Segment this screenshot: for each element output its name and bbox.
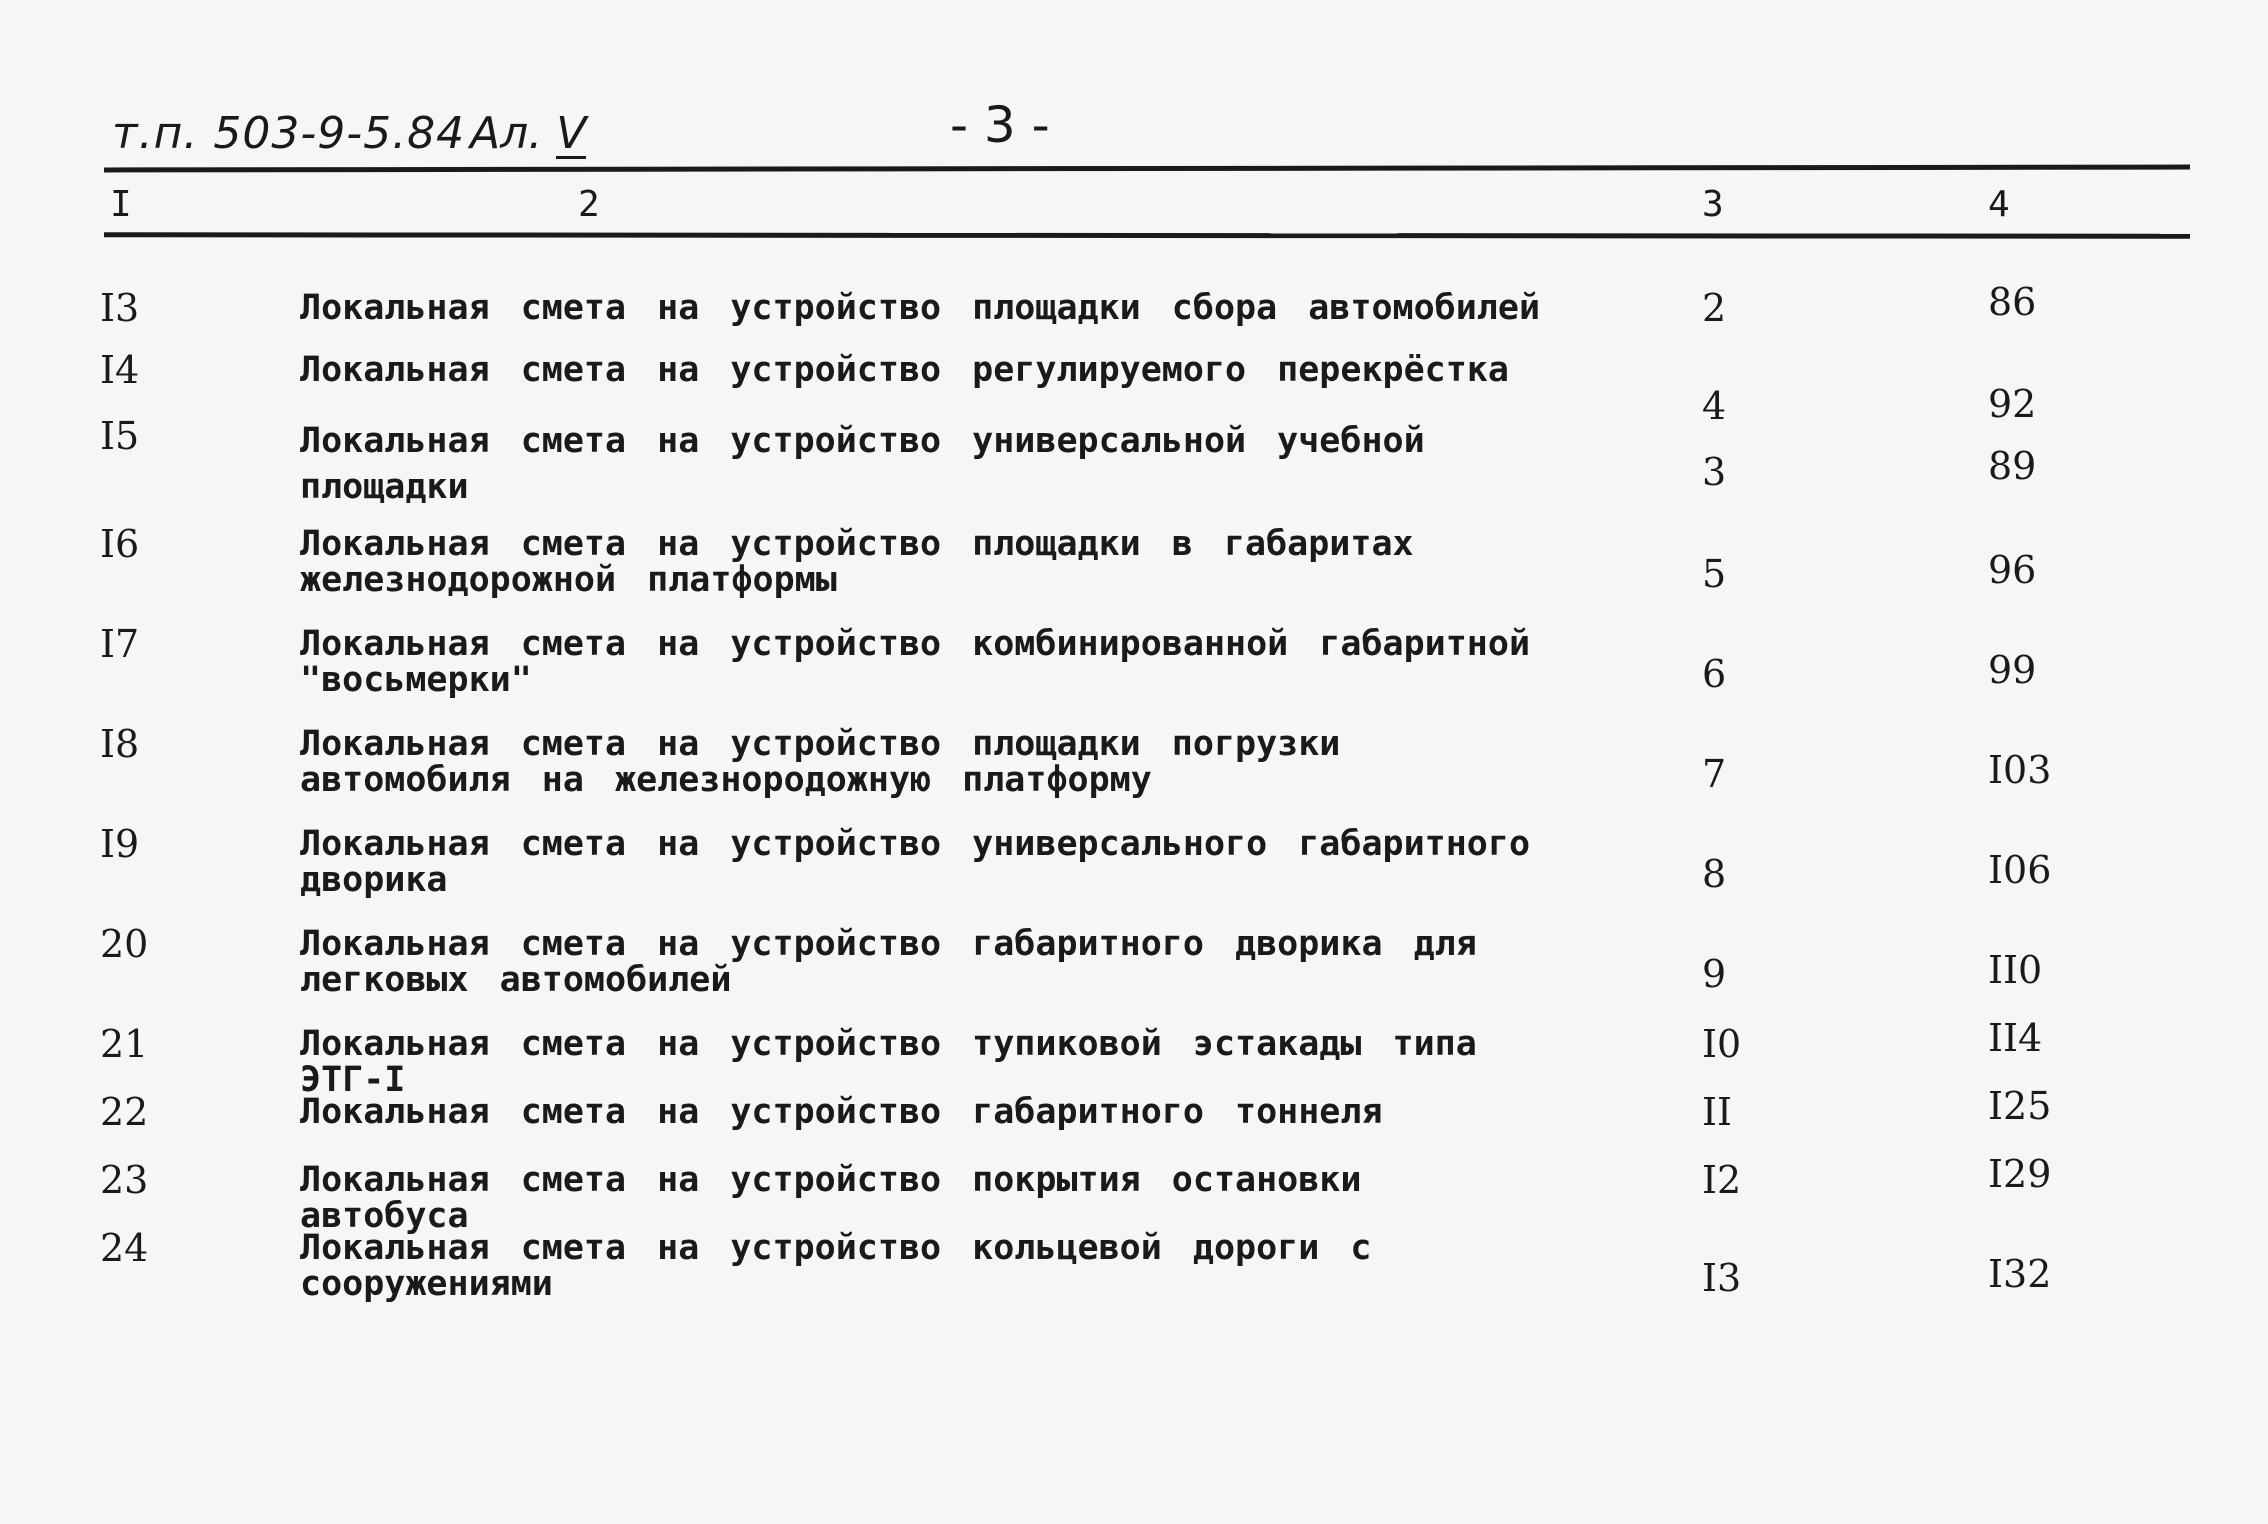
page-number: - 3 - xyxy=(950,96,1050,154)
column-header-4: 4 xyxy=(1988,184,2010,225)
row-number: I7 xyxy=(100,622,140,666)
row-title: Локальная смета на устройство комбинированной габаритной "восьмерки" xyxy=(300,624,1531,700)
column-header-1: I xyxy=(110,184,132,225)
row-col3: I0 xyxy=(1702,1022,1742,1066)
row-col4: II0 xyxy=(1988,948,2043,992)
row-col4: 86 xyxy=(1988,280,2037,324)
sheet-label xyxy=(470,108,586,159)
row-title: Локальная смета на устройство габаритного тоннеля xyxy=(300,1092,1383,1132)
row-col4: I06 xyxy=(1988,848,2052,892)
row-col3: 4 xyxy=(1702,384,1727,428)
row-title: Локальная смета на устройство площадки в габаритах железнодорожной платформы xyxy=(300,524,1414,600)
sheet-roman-numeral: V xyxy=(556,108,587,159)
table-top-rule xyxy=(104,165,2190,173)
row-col3: 9 xyxy=(1702,952,1727,996)
row-number: 24 xyxy=(100,1226,149,1270)
row-col3: 6 xyxy=(1702,652,1727,696)
table-row xyxy=(0,822,2268,902)
row-title: Локальная смета на устройство габаритного дворика для легковых автомобилей xyxy=(300,924,1477,1000)
row-number: I6 xyxy=(100,522,140,566)
row-col4: 92 xyxy=(1988,382,2037,426)
sheet-label-text: Ал. xyxy=(470,108,543,159)
row-title: Локальная смета на устройство тупиковой эстакады типа ЭТГ-I xyxy=(300,1024,1477,1100)
row-col3: I2 xyxy=(1702,1158,1742,1202)
row-number: I5 xyxy=(100,414,140,458)
row-col3: 5 xyxy=(1702,552,1727,596)
row-col4: II4 xyxy=(1988,1016,2043,1060)
table-row xyxy=(0,622,2268,702)
row-col4: I03 xyxy=(1988,748,2052,792)
row-title: Локальная смета на устройство универсальной учебной площадки xyxy=(300,421,1425,507)
table-row xyxy=(0,922,2268,1002)
row-number: I8 xyxy=(100,722,140,766)
row-title: Локальная смета на устройство кольцевой дороги с сооружениями xyxy=(300,1228,1372,1304)
table-header-rule xyxy=(104,232,2190,238)
column-header-2: 2 xyxy=(578,184,600,225)
table-row xyxy=(0,414,2268,507)
row-col3: I3 xyxy=(1702,1256,1742,1300)
document-code: т.п. 503-9-5.84 xyxy=(112,108,466,159)
table-row xyxy=(0,522,2268,602)
row-col4: I32 xyxy=(1988,1252,2052,1296)
row-col3: 8 xyxy=(1702,852,1727,896)
row-number: 23 xyxy=(100,1158,149,1202)
row-col4: 99 xyxy=(1988,648,2037,692)
row-number: 21 xyxy=(100,1022,149,1066)
row-number: 22 xyxy=(100,1090,149,1134)
row-number: I3 xyxy=(100,286,140,330)
table-row xyxy=(0,1226,2268,1306)
row-title: Локальная смета на устройство площадки погрузки автомобиля на железнородожную платформу xyxy=(300,724,1341,800)
row-col3: 7 xyxy=(1702,752,1727,796)
row-col4: 89 xyxy=(1988,444,2037,488)
row-col4: 96 xyxy=(1988,548,2037,592)
row-col3: 3 xyxy=(1702,450,1727,494)
row-number: 20 xyxy=(100,922,149,966)
row-title: Локальная смета на устройство покрытия остановки автобуса xyxy=(300,1160,1362,1236)
row-title: Локальная смета на устройство универсального габаритного дворика xyxy=(300,824,1531,900)
table-row xyxy=(0,722,2268,802)
row-number: I4 xyxy=(100,348,140,392)
row-col4: I29 xyxy=(1988,1152,2052,1196)
row-title: Локальная смета на устройство регулируемого перекрёстка xyxy=(300,350,1509,390)
row-col3: 2 xyxy=(1702,286,1727,330)
row-col4: I25 xyxy=(1988,1084,2052,1128)
column-header-3: 3 xyxy=(1702,184,1724,225)
row-title: Локальная смета на устройство площадки сбора автомобилей xyxy=(300,288,1541,328)
row-col3: II xyxy=(1702,1090,1733,1134)
row-number: I9 xyxy=(100,822,140,866)
